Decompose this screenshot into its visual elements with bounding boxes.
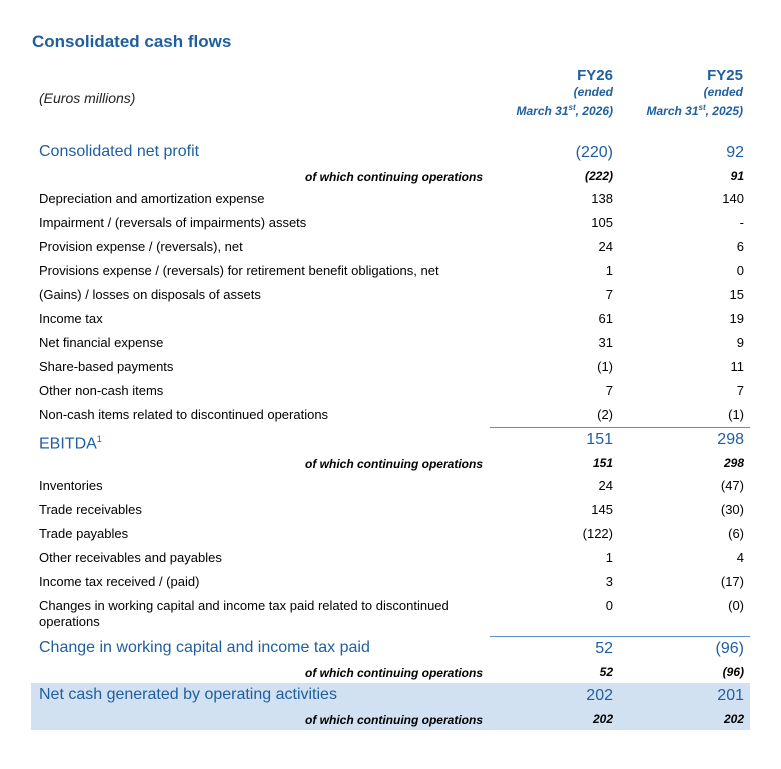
- value-fy25: (0): [728, 598, 744, 613]
- table-row: [31, 546, 750, 570]
- row-label: Depreciation and amortization expense: [39, 191, 265, 206]
- value-fy26: 24: [598, 239, 613, 254]
- column-year: FY26: [577, 67, 613, 84]
- column-period-line2: March 31st, 2026): [516, 103, 613, 118]
- value-fy26: 151: [586, 431, 613, 448]
- value-fy26: 31: [598, 335, 613, 350]
- value-fy25: (30): [720, 502, 744, 517]
- value-fy26: (1): [597, 359, 613, 374]
- row-label: of which continuing operations: [305, 170, 483, 184]
- value-fy25: 19: [729, 311, 744, 326]
- column-period-line1: (ended: [703, 85, 743, 99]
- value-fy25: 0: [736, 263, 744, 278]
- value-fy26: 1: [605, 263, 613, 278]
- row-label: Impairment / (reversals of impairments) assets: [39, 215, 307, 230]
- table-row-working-capital: [31, 636, 750, 662]
- row-label: Trade payables: [39, 526, 129, 541]
- table-row-subtotal: [31, 662, 750, 683]
- row-label: (Gains) / losses on disposals of assets: [39, 287, 261, 302]
- table-row: [31, 594, 750, 636]
- row-label: Net financial expense: [39, 335, 164, 350]
- value-fy25: 11: [730, 359, 744, 374]
- row-label: of which continuing operations: [305, 666, 483, 680]
- row-label: Change in working capital and income tax paid: [39, 639, 370, 656]
- table-row: [31, 259, 750, 283]
- value-fy25: 298: [723, 456, 744, 470]
- value-fy26: 138: [591, 191, 613, 206]
- value-fy26: 61: [598, 311, 613, 326]
- table-row: [31, 474, 750, 498]
- column-header-fy25: [646, 67, 743, 119]
- value-fy25: 15: [729, 287, 744, 302]
- column-year: FY25: [707, 67, 743, 84]
- value-fy26: (2): [597, 407, 613, 422]
- value-fy25: (47): [720, 478, 744, 493]
- row-label: Share-based payments: [39, 359, 174, 374]
- value-fy26: 7: [605, 287, 613, 302]
- value-fy26: 3: [605, 574, 613, 589]
- value-fy25: (96): [715, 640, 744, 657]
- column-period-line1: (ended: [573, 85, 613, 99]
- value-fy26: 0: [605, 598, 613, 613]
- value-fy26: 52: [599, 665, 613, 679]
- row-label: Net cash generated by operating activities: [39, 686, 337, 703]
- value-fy26: (122): [582, 526, 613, 541]
- value-fy25: 202: [723, 712, 744, 726]
- row-label: Provision expense / (reversals), net: [39, 239, 243, 254]
- value-fy25: -: [739, 215, 744, 230]
- value-fy26: 7: [605, 383, 613, 398]
- table-row-ebitda: [31, 427, 750, 453]
- row-label: Income tax: [39, 311, 103, 326]
- value-fy26: 145: [591, 502, 613, 517]
- value-fy25: 6: [736, 239, 744, 254]
- value-fy25: 9: [736, 335, 744, 350]
- value-fy25: (96): [722, 665, 744, 679]
- table-row-subtotal: [31, 166, 750, 187]
- table-row: [31, 283, 750, 307]
- row-label: Other receivables and payables: [39, 550, 222, 565]
- footnote-marker: 1: [96, 434, 102, 444]
- table-row: [31, 331, 750, 355]
- table-row: [31, 187, 750, 211]
- value-fy26: 151: [592, 456, 613, 470]
- table-row: [31, 570, 750, 594]
- value-fy25: (17): [720, 574, 744, 589]
- total-rule: [490, 636, 750, 637]
- row-label: Non-cash items related to discontinued operations: [39, 407, 329, 422]
- row-label: Inventories: [39, 478, 103, 493]
- value-fy25: 201: [717, 687, 744, 704]
- row-label: of which continuing operations: [305, 457, 483, 471]
- page-title: Consolidated cash flows: [32, 32, 232, 51]
- value-fy26: 202: [586, 687, 613, 704]
- row-label: Income tax received / (paid): [39, 574, 200, 589]
- table-row-net-profit: [31, 140, 750, 166]
- table-row: [31, 403, 750, 427]
- value-fy26: (220): [575, 144, 613, 161]
- row-label: Provisions expense / (reversals) for retirement benefit obligations, net: [39, 263, 439, 278]
- table-row: [31, 379, 750, 403]
- table-row: [31, 498, 750, 522]
- cash-flow-table: [31, 140, 750, 730]
- row-label: Changes in working capital and income tax paid related to discontinued operations: [39, 598, 449, 629]
- row-label: of which continuing operations: [305, 713, 483, 727]
- row-label: Trade receivables: [39, 502, 142, 517]
- value-fy25: 7: [736, 383, 744, 398]
- value-fy25: 92: [726, 144, 744, 161]
- units-label: (Euros millions): [39, 90, 136, 106]
- value-fy25: (1): [728, 407, 744, 422]
- row-label: Consolidated net profit: [39, 143, 200, 160]
- row-label: Other non-cash items: [39, 383, 164, 398]
- table-row-subtotal: [31, 453, 750, 474]
- row-label: EBITDA$^1$: [39, 434, 102, 453]
- value-fy26: 1: [605, 550, 613, 565]
- table-row: [31, 235, 750, 259]
- value-fy26: (222): [584, 169, 613, 183]
- column-period-line2: March 31st, 2025): [646, 103, 743, 118]
- value-fy26: 52: [595, 640, 613, 657]
- value-fy26: 105: [591, 215, 613, 230]
- value-fy25: 140: [722, 191, 744, 206]
- table-row: [31, 522, 750, 546]
- value-fy26: 202: [592, 712, 613, 726]
- table-row-subtotal: [31, 709, 750, 730]
- total-rule: [490, 427, 750, 428]
- table-row: [31, 211, 750, 235]
- value-fy25: 91: [730, 169, 744, 183]
- table-row: [31, 355, 750, 379]
- value-fy26: 24: [598, 478, 613, 493]
- value-fy25: (6): [728, 526, 744, 541]
- table-row: [31, 307, 750, 331]
- value-fy25: 4: [736, 550, 744, 565]
- value-fy25: 298: [717, 431, 744, 448]
- column-header-fy26: [516, 67, 613, 119]
- table-row-net-cash: [31, 683, 750, 709]
